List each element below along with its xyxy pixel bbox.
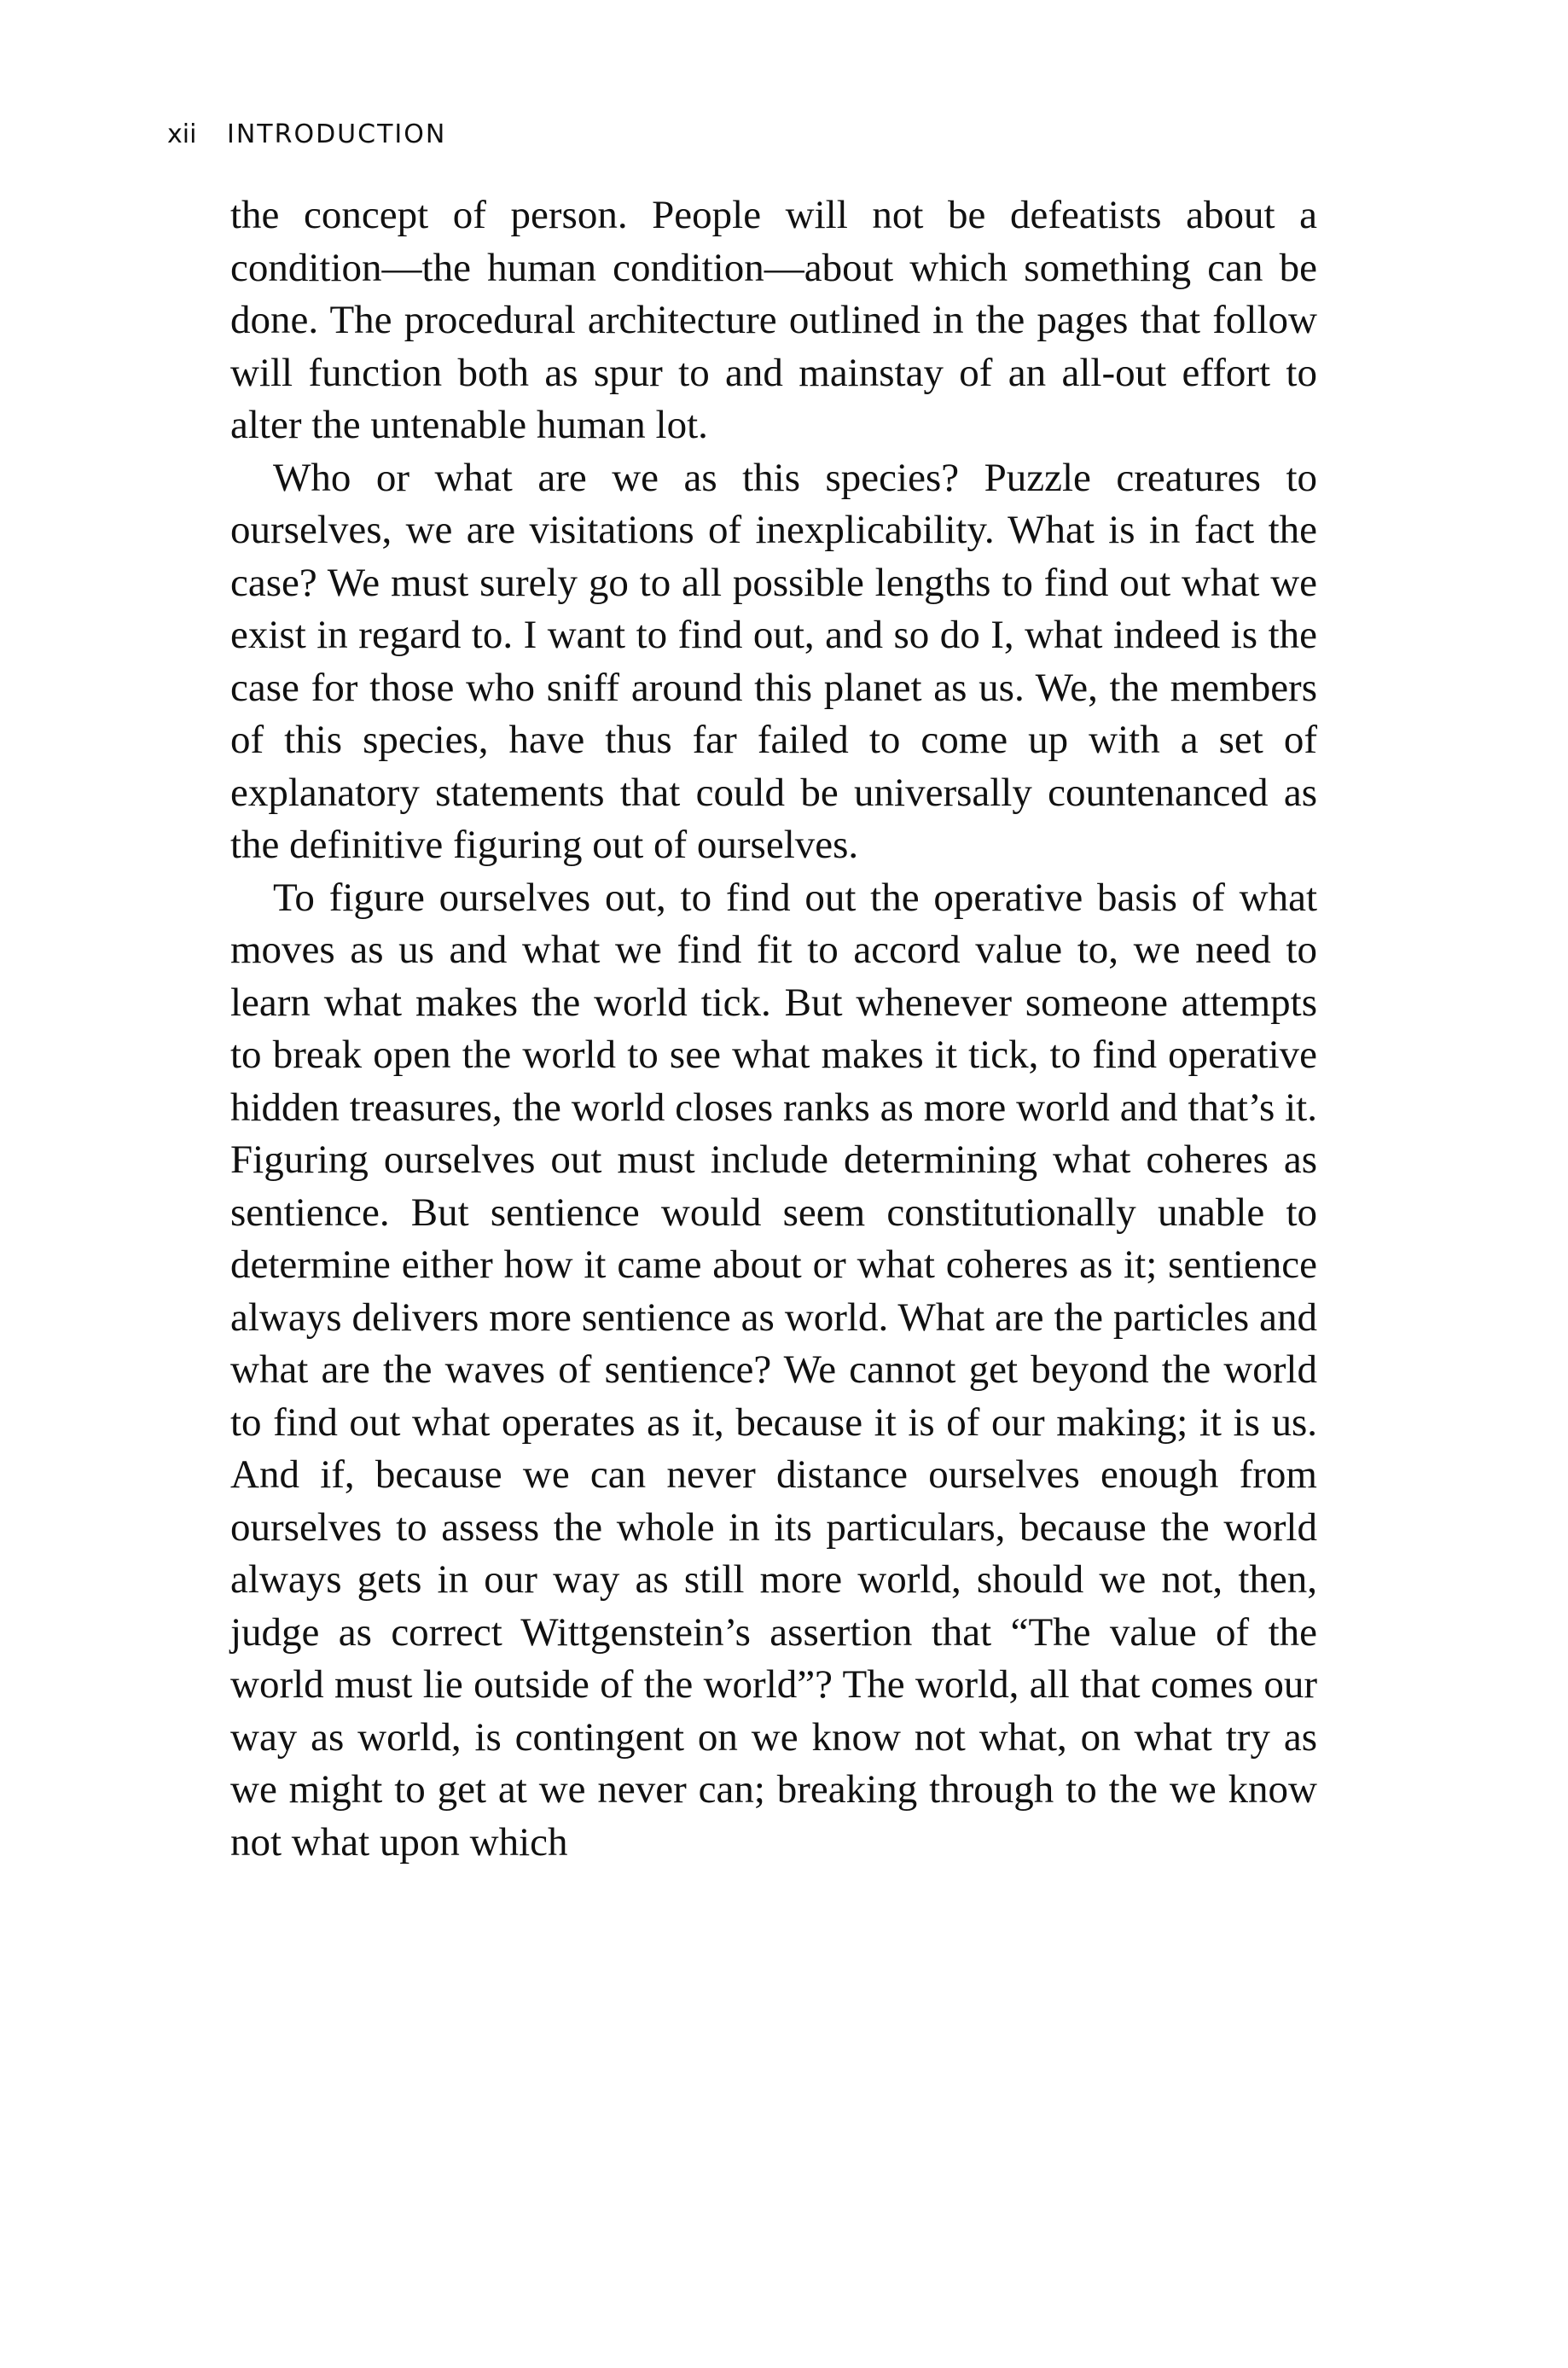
running-title: INTRODUCTION [227, 119, 447, 149]
body-text [230, 189, 1317, 1869]
paragraph: Who or what are we as this species? Puzzle creatures to ourselves, we are visitations of inexplicability. What is in fact the case? We must surely go to all possible lengths to find out what we exist in regard to. I want to find out, and so do I, what indeed is the case for those who sniff around this planet as us. We, the members of this species, have thus far failed to come up with a set of explanatory statements that could be universally countenanced as the definitive figuring out of ourselves. [230, 455, 1317, 867]
paragraph-continued: the concept of person. People will not be defeatists about a condition—the human condition—about which something can be done. The procedural architecture outlined in the pages that follow will function both as spur to and mainstay of an all-out effort to alter the untenable human lot. [230, 193, 1317, 447]
running-head [167, 119, 446, 149]
page-number: xii [167, 119, 197, 149]
paragraph: To figure ourselves out, to find out the operative basis of what moves as us and what we find fit to accord value to, we need to learn what makes the world tick. But whenever someone attempts to break open the world to see what makes it tick, to find operative hidden treasures, the world closes ranks as more world and that’s it. Figuring ourselves out must include determining what coheres as sentience. But sentience would seem constitutionally unable to determine either how it came about or what coheres as it; sentience always delivers more sentience as world. What are the particles and what are the waves of sentience? We cannot get beyond the world to find out what operates as it, because it is of our making; it is us. And if, because we can never distance ourselves enough from ourselves to assess the whole in its particulars, because the world always gets in our way as still more world, should we not, then, judge as correct Wittgenstein’s assertion that “The value of the world must lie outside of the world”? The world, all that comes our way as world, is contingent on we know not what, on what try as we might to get at we never can; breaking through to the we know not what upon which [230, 875, 1317, 1865]
